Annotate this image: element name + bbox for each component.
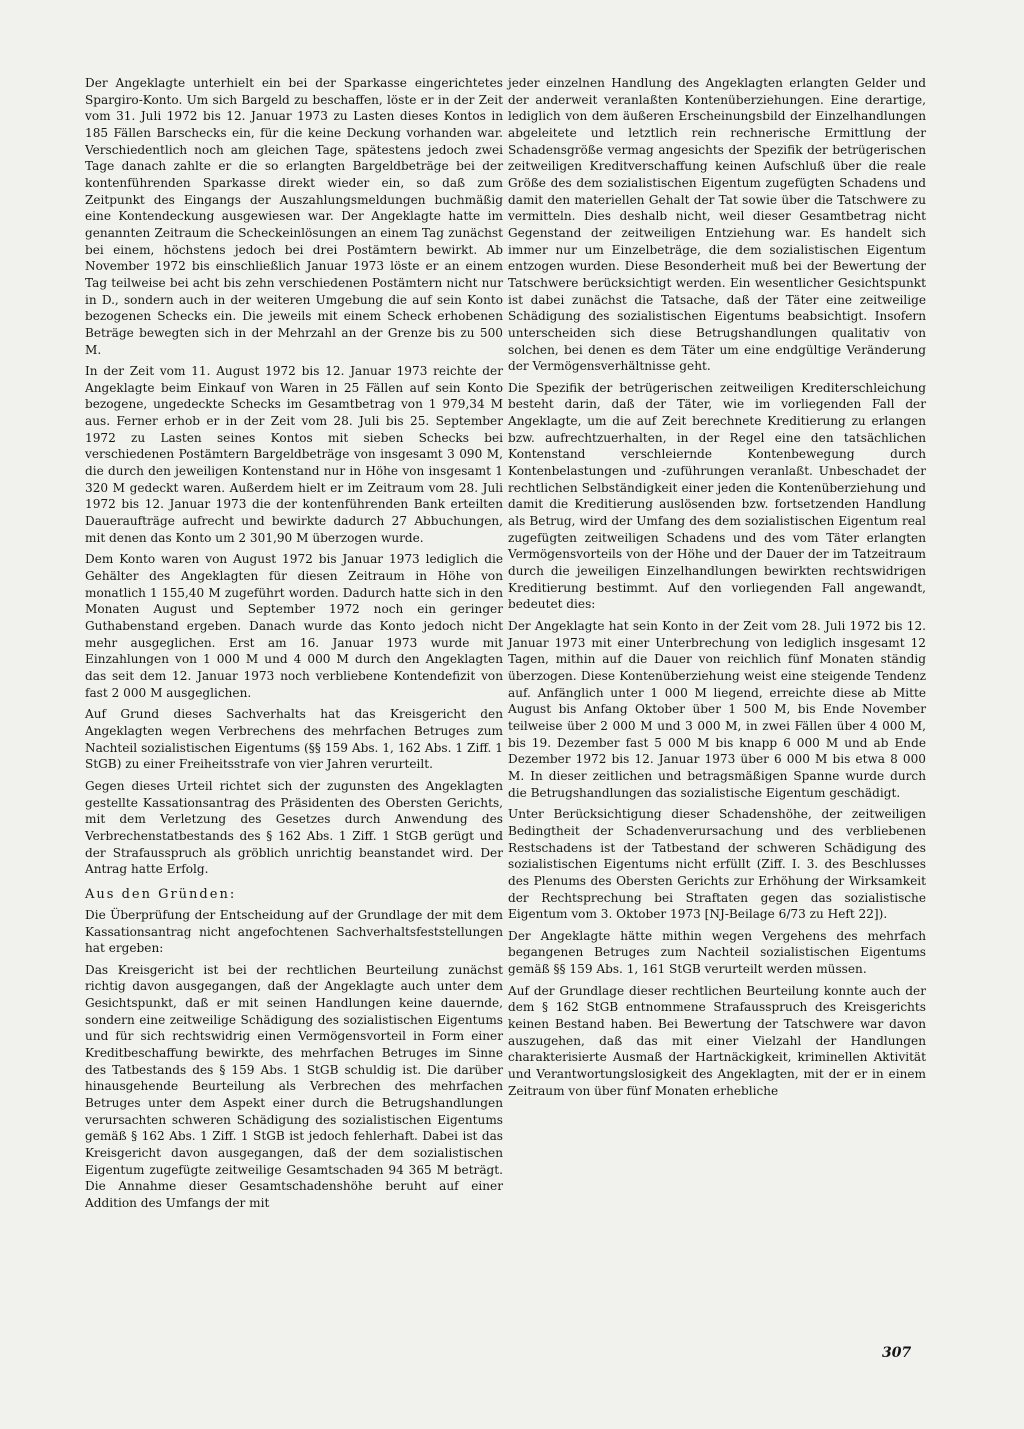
right-column xyxy=(508,75,926,1104)
section-heading: Aus den Gründen: xyxy=(85,886,237,902)
paragraph-damage-calculation: jeder einzelnen Handlung des Angeklagten erlangten Gelder und der anderweit veranlaßten Kontenüberziehungen. Eine derartige, lediglich von dem äußeren Erscheinungsbild der Einzelhandlungen abgeleitete und letztlich rein rechnerische Ermittlung der Schadensgröße vermag angesichts der Spezifik der betrügerischen zeitweiligen Kreditverschaffung keinen Aufschluß über die reale Größe des dem sozialistischen Eigentum zugefügten Schadens und damit den materiellen Gehalt der Tat sowie über die Tatschwere zu vermitteln. Dies deshalb nicht, weil dieser Gesamtbetrag nicht Gegenstand der zeitweiligen Entziehung war. Es handelt sich immer nur um Einzelbeträge, die dem sozialistischen Eigentum entzogen wurden. Diese Besonderheit muß bei der Bewertung der Tatschwere berücksichtigt werden. Ein wesentlicher Gesichtspunkt ist dabei zunächst die Tatsache, daß der Täter eine zeitweilige Schädigung des sozialistischen Eigentums beabsichtigt. Insofern unterscheiden sich diese Betrugshandlungen qualitativ von solchen, bei denen es dem Täter um eine endgültige Veränderung der Vermögensverhältnisse geht. xyxy=(508,76,926,374)
paragraph-facts-account: Der Angeklagte unterhielt ein bei der Sparkasse eingerichtetes Spargiro-Konto. Um sich Bargeld zu beschaffen, löste er in der Zeit vom 31. Juli 1972 bis 12. Januar 1973 zu Lasten dieses Kontos in 185 Fällen Barschecks ein, für die keine Deckung vorhanden war. Verschiedentlich noch am gleichen Tage, spätestens jedoch zwei Tage danach zahlte er die so erlangten Bargeldbeträge bei der kontenführenden Sparkasse direkt wieder ein, so daß zum Zeitpunkt des Eingangs der Auszahlungsmeldungen buchmäßig eine Kontendeckung ausgewiesen war. Der Angeklagte hatte im genannten Zeitraum die Scheckeinlösungen an einem Tag zunächst bei einem, höchstens jedoch bei drei Postämtern bewirkt. Ab November 1972 bis einschließlich Januar 1973 löste er an einem Tag teilweise bei acht bis zehn verschiedenen Postämtern nicht nur in D., sondern auch in der weiteren Umgebung die auf sein Konto bezogenen Schecks ein. Die jeweils mit einem Scheck erhobenen Beträge bewegten sich in der Mehrzahl an der Grenze bis zu 500 M. xyxy=(85,76,503,357)
paragraph-credit-specifics: Die Spezifik der betrügerischen zeitweiligen Krediterschleichung besteht darin, daß der Täter, wie im vorliegenden Fall der Angeklagte, um die auf Zeit berechnete Kreditierung zu erlangen bzw. aufrechtzuerhalten, in der Regel eine den tatsächlichen Kontenstand verschleiernde Kontenbewegung durch Kontenbelastungen und -zuführungen veranlaßt. Unbeschadet der rechtlichen Selbständigkeit einer jeden die Kontenüberziehung und damit die Kreditierung auslösenden bzw. fortsetzenden Handlung als Betrug, wird der Umfang des dem sozialistischen Eigentum real zugefügten zeitweiligen Schadens und des vom Täter erlangten Vermögensvorteils von der Höhe und der Dauer der im Tatzeitraum durch die jeweiligen Einzelhandlungen bewirkten rechtswidrigen Kreditierung bestimmt. Auf den vorliegenden Fall angewandt, bedeutet dies: xyxy=(508,380,926,612)
paragraph-facts-checks: In der Zeit vom 11. August 1972 bis 12. Januar 1973 reichte der Angeklagte beim Einkauf von Waren in 25 Fällen auf sein Konto bezogene, ungedeckte Schecks im Gesamtbetrag von 1 979,34 M aus. Ferner erhob er in der Zeit vom 28. Juli bis 25. September 1972 zu Lasten seines Kontos mit sieben Schecks bei verschiedenen Postämtern Bargeldbeträge von insgesamt 3 090 M, die durch den jeweiligen Kontenstand nur in Höhe von insgesamt 1 320 M gedeckt waren. Außerdem hielt er im Zeitraum vom 28. Juli 1972 bis 12. Januar 1973 die der kontenführenden Bank erteilten Daueraufträge aufrecht und bewirkte dadurch 27 Abbuchungen, mit denen das Konto um 2 301,90 M überzogen wurde. xyxy=(85,364,503,545)
paragraph-review: Die Überprüfung der Entscheidung auf der Grundlage der mit dem Kassationsantrag nicht angefochtenen Sachverhaltsfeststellungen hat ergeben: xyxy=(85,907,503,956)
paragraph-sentence: Auf der Grundlage dieser rechtlichen Beurteilung konnte auch der dem § 162 StGB entnommene Strafausspruch des Kreisgerichts keinen Bestand haben. Bei Bewertung der Tatschwere war davon auszugehen, daß das mit einer Vielzahl der Handlungen charakterisierte Ausmaß der Hartnäckigkeit, kriminellen Aktivität und Verantwortungslosigkeit des Angeklagten, mit der er in einem Zeitraum von über fünf Monaten erhebliche xyxy=(508,983,926,1098)
page-number: 307 xyxy=(882,1345,912,1361)
left-column xyxy=(85,75,503,1217)
paragraph-facts-salary: Dem Konto waren von August 1972 bis Januar 1973 lediglich die Gehälter des Angeklagten für diesen Zeitraum in Höhe von monatlich 1 155,40 M zugeführt worden. Dadurch hatte sich in den Monaten August und September 1972 noch ein geringer Guthabenstand ergeben. Danach wurde das Konto jedoch nicht mehr ausgeglichen. Erst am 16. Januar 1973 wurde mit Einzahlungen von 1 000 M und 4 000 M durch den Angeklagten das seit dem 12. Januar 1973 noch verbliebene Kontendefizit von fast 2 000 M ausgeglichen. xyxy=(85,552,503,700)
paragraph-overdraft-timeline: Der Angeklagte hat sein Konto in der Zeit vom 28. Juli 1972 bis 12. Januar 1973 mit einer Unterbrechung von lediglich insgesamt 12 Tagen, mithin auf die Dauer von reichlich fünf Monaten ständig überzogen. Diese Kontenüberziehung weist eine steigende Tendenz auf. Anfänglich unter 1 000 M liegend, erreichte diese ab Mitte August bis Anfang Oktober über 1 500 M, bis Ende November teilweise über 2 000 M und 3 000 M, in zwei Fällen über 4 000 M, bis 19. Dezember fast 5 000 M bis knapp 6 000 M und ab Ende Dezember 1972 bis 12. Januar 1973 über 6 000 M bis etwa 8 000 M. In dieser zeitlichen und betragsmäßigen Spanne wurde durch die Betrugshandlungen das sozialistische Eigentum geschädigt. xyxy=(508,619,926,800)
paragraph-verdict: Auf Grund dieses Sachverhalts hat das Kreisgericht den Angeklagten wegen Verbrechens des mehrfachen Betruges zum Nachteil sozialistischen Eigentums (§§ 159 Abs. 1, 162 Abs. 1 Ziff. 1 StGB) zu einer Freiheitsstrafe von vier Jahren verurteilt. xyxy=(85,707,503,772)
paragraph-cassation: Gegen dieses Urteil richtet sich der zugunsten des Angeklagten gestellte Kassationsantrag des Präsidenten des Obersten Gerichts, mit dem Verletzung des Gesetzes durch Anwendung des Verbrechenstatbestands des § 162 Abs. 1 Ziff. 1 StGB gerügt und der Strafausspruch als gröblich unrichtig beanstandet wird. Der Antrag hatte Erfolg. xyxy=(85,778,503,877)
paragraph-assessment: Das Kreisgericht ist bei der rechtlichen Beurteilung zunächst richtig davon ausgegangen, daß der Angeklagte auch unter dem Gesichtspunkt, daß er mit seinen Handlungen keine dauernde, sondern eine zeitweilige Schädigung des sozialistischen Eigentums und für sich rechtswidrig einen Vermögensvorteil in Form einer Kreditbeschaffung bewirkte, des mehrfachen Betruges im Sinne des Tatbestands des § 159 Abs. 1 StGB schuldig ist. Die darüber hinausgehende Beurteilung als Verbrechen des mehrfachen Betruges unter dem Aspekt einer durch die Betrugshandlungen verursachten schweren Schädigung des sozialistischen Eigentums gemäß § 162 Abs. 1 Ziff. 1 StGB ist jedoch fehlerhaft. Dabei ist das Kreisgericht davon ausgegangen, daß der dem sozialistischen Eigentum zugefügte zeitweilige Gesamtschaden 94 365 M beträgt. Die Annahme dieser Gesamtschadenshöhe beruht auf einer Addition des Umfangs der mit xyxy=(85,962,503,1210)
paragraph-conviction: Der Angeklagte hätte mithin wegen Vergehens des mehrfach begangenen Betruges zum Nachteil sozialistischen Eigentums gemäß §§ 159 Abs. 1, 161 StGB verurteilt werden müssen. xyxy=(508,928,926,977)
paragraph-damage-amount: Unter Berücksichtigung dieser Schadenshöhe, der zeitweiligen Bedingtheit der Schadenverursachung und des verbliebenen Restschadens ist der Tatbestand der schweren Schädigung des sozialistischen Eigentums nicht erfüllt (Ziff. I. 3. des Beschlusses des Plenums des Obersten Gerichts zur Erhöhung der Wirksamkeit der Rechtsprechung bei Straftaten gegen das sozialistische Eigentum vom 3. Oktober 1973 [NJ-Beilage 6/73 zu Heft 22]). xyxy=(508,807,926,922)
